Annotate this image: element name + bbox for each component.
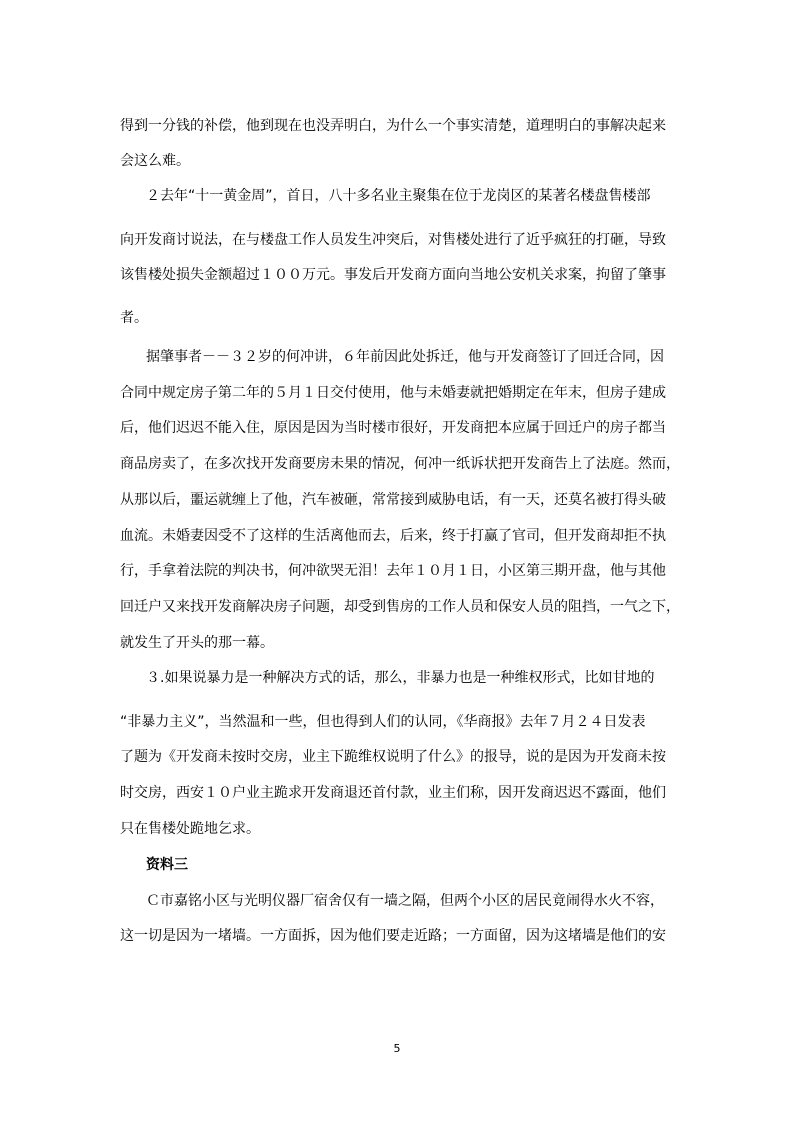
text-line: 商品房卖了，在多次找开发商要房未果的情况，何冲一纸诉状把开发商告上了法庭。然而， [120, 456, 680, 472]
text-line: ３.如果说暴力是一种解决方式的话，那么，非暴力也是一种维权形式，比如甘地的 [146, 670, 655, 686]
text-line: 得到一分钱的补偿，他到现在也没弄明白，为什么一个事实清楚，道理明白的事解决起来 [120, 118, 666, 134]
text-line: 向开发商讨说法，在与楼盘工作人员发生冲突后，对售楼处进行了近乎疯狂的打砸，导致 [120, 232, 666, 248]
text-line: 了题为《开发商未按时交房，业主下跪维权说明了什么》的报导，说的是因为开发商未按 [120, 749, 666, 765]
text-line: 从那以后，噩运就缠上了他，汽车被砸，常常接到威胁电话，有一天，还莫名被打得头破 [120, 492, 666, 508]
text-line: 时交房，西安１０户业主跪求开发商退还首付款，业主们称，因开发商迟迟不露面，他们 [120, 785, 666, 801]
text-line: “非暴力主义”，当然温和一些，但也得到人们的认同，《华商报》去年７月２４日发表 [120, 714, 646, 730]
text-line: Ｃ市嘉铭小区与光明仪器厂宿舍仅有一墙之隔，但两个小区的居民竟闹得水火不容， [146, 893, 664, 909]
text-line: 血流。未婚妻因受不了这样的生活离他而去，后来，终于打赢了官司，但开发商却拒不执 [120, 528, 666, 544]
text-line: 回迁户又来找开发商解决房子问题，却受到售房的工作人员和保安人员的阻挡，一气之下， [120, 599, 680, 615]
text-line: 行，手拿着法院的判决书，何冲欲哭无泪！去年１０月１日，小区第三期开盘，他与其他 [120, 563, 666, 579]
text-line: 该售楼处损失金额超过１００万元。事发后开发商方面向当地公安机关求案，拘留了肇事 [120, 267, 666, 283]
text-line: 会这么难。 [120, 153, 190, 169]
section-heading: 资料三 [146, 857, 188, 873]
text-line: 就发生了开头的那一幕。 [120, 635, 274, 651]
text-line: 合同中规定房子第二年的５月１日交付使用，他与未婚妻就把婚期定在年末，但房子建成 [120, 385, 666, 401]
text-line: 只在售楼处跪地乞求。 [120, 821, 260, 837]
text-line: 者。 [120, 310, 148, 326]
page-number: 5 [393, 1042, 401, 1055]
text-line: 据肇事者－－３２岁的何冲讲，６年前因此处拆迁，他与开发商签订了回迁合同，因 [146, 349, 664, 365]
text-line: ２去年“十一黄金周”，首日，八十多名业主聚集在位于龙岗区的某著名楼盘售楼部 [146, 188, 651, 204]
text-line: 这一切是因为一堵墙。一方面拆，因为他们要走近路；一方面留，因为这堵墙是他们的安 [120, 928, 666, 944]
text-line: 后，他们迟迟不能入住，原因是因为当时楼市很好，开发商把本应属于回迁户的房子都当 [120, 420, 666, 436]
